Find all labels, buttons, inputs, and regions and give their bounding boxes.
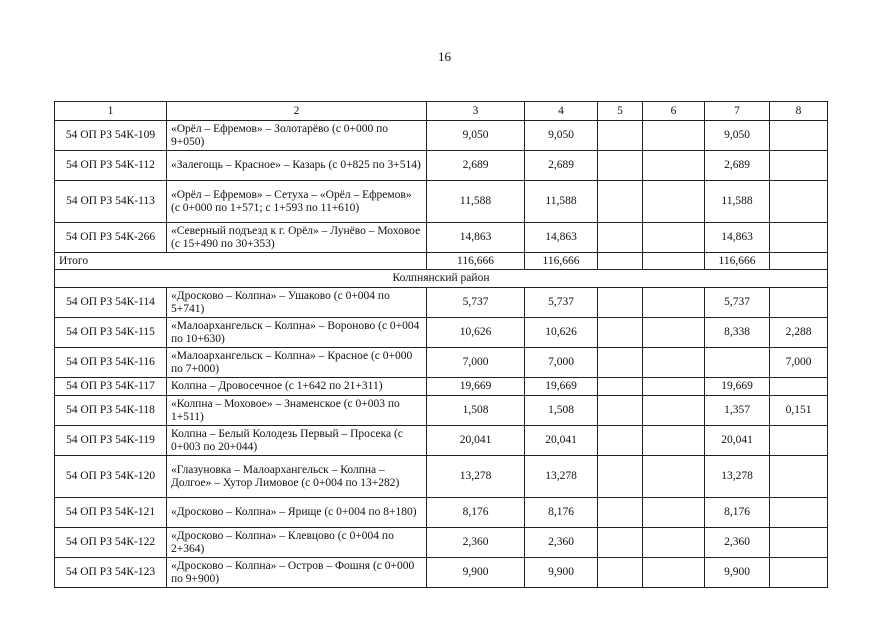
road-code-cell: 54 ОП РЗ 54К-123 — [55, 558, 167, 588]
value-cell-c8 — [770, 223, 828, 253]
roads-table — [54, 101, 828, 588]
road-name-cell: «Малоархангельск – Колпна» – Вороново (с 0+004 по 10+630) — [167, 318, 427, 348]
road-name-cell: «Малоархангельск – Колпна» – Красное (с 0+000 по 7+000) — [167, 348, 427, 378]
road-name-cell: «Дросково – Колпна» – Клевцово (с 0+004 по 2+364) — [167, 528, 427, 558]
value-cell-c8 — [770, 558, 828, 588]
value-cell-c3: 5,737 — [427, 288, 525, 318]
value-cell-c4: 7,000 — [525, 348, 598, 378]
value-cell-c4: 11,588 — [525, 181, 598, 223]
column-header: 8 — [770, 102, 828, 121]
table-row — [55, 151, 828, 181]
road-code-cell: 54 ОП РЗ 54К-120 — [55, 456, 167, 498]
road-name-cell: «Глазуновка – Малоархангельск – Колпна – Долгое» – Хутор Лимовое (с 0+004 по 13+282) — [167, 456, 427, 498]
total-value-c4: 116,666 — [525, 253, 598, 270]
value-cell-c3: 8,176 — [427, 498, 525, 528]
total-row — [55, 253, 828, 270]
value-cell-c6 — [643, 558, 705, 588]
table-row — [55, 121, 828, 151]
value-cell-c4: 1,508 — [525, 396, 598, 426]
road-code-cell: 54 ОП РЗ 54К-113 — [55, 181, 167, 223]
header-row — [55, 102, 828, 121]
value-cell-c7: 14,863 — [705, 223, 770, 253]
section-title: Колпнянский район — [55, 270, 828, 288]
value-cell-c3: 11,588 — [427, 181, 525, 223]
total-value-c7: 116,666 — [705, 253, 770, 270]
value-cell-c6 — [643, 396, 705, 426]
road-code-cell: 54 ОП РЗ 54К-109 — [55, 121, 167, 151]
value-cell-c8: 7,000 — [770, 348, 828, 378]
value-cell-c5 — [598, 558, 643, 588]
value-cell-c8 — [770, 498, 828, 528]
table-body — [55, 102, 828, 588]
value-cell-c4: 19,669 — [525, 378, 598, 396]
table-row — [55, 223, 828, 253]
value-cell-c5 — [598, 288, 643, 318]
value-cell-c6 — [643, 181, 705, 223]
road-name-cell: «Дросково – Колпна» – Остров – Фошня (с 0+000 по 9+900) — [167, 558, 427, 588]
value-cell-c7: 8,338 — [705, 318, 770, 348]
road-code-cell: 54 ОП РЗ 54К-122 — [55, 528, 167, 558]
value-cell-c8 — [770, 426, 828, 456]
road-code-cell: 54 ОП РЗ 54К-112 — [55, 151, 167, 181]
section-header-row — [55, 270, 828, 288]
value-cell-c4: 2,360 — [525, 528, 598, 558]
total-value-c8 — [770, 253, 828, 270]
value-cell-c7: 1,357 — [705, 396, 770, 426]
value-cell-c8: 2,288 — [770, 318, 828, 348]
value-cell-c3: 14,863 — [427, 223, 525, 253]
value-cell-c4: 2,689 — [525, 151, 598, 181]
page-number: 16 — [438, 49, 451, 64]
value-cell-c5 — [598, 498, 643, 528]
value-cell-c7: 9,050 — [705, 121, 770, 151]
value-cell-c6 — [643, 288, 705, 318]
value-cell-c5 — [598, 378, 643, 396]
value-cell-c6 — [643, 378, 705, 396]
column-header: 5 — [598, 102, 643, 121]
table-row — [55, 558, 828, 588]
value-cell-c4: 10,626 — [525, 318, 598, 348]
road-name-cell: «Дросково – Колпна» – Ушаково (с 0+004 по 5+741) — [167, 288, 427, 318]
road-code-cell: 54 ОП РЗ 54К-114 — [55, 288, 167, 318]
value-cell-c4: 13,278 — [525, 456, 598, 498]
table-row — [55, 396, 828, 426]
road-name-cell: «Залегощь – Красное» – Казарь (с 0+825 по 3+514) — [167, 151, 427, 181]
value-cell-c6 — [643, 528, 705, 558]
value-cell-c3: 9,900 — [427, 558, 525, 588]
road-name-cell: «Дросково – Колпна» – Ярище (с 0+004 по 8+180) — [167, 498, 427, 528]
value-cell-c8 — [770, 288, 828, 318]
value-cell-c3: 9,050 — [427, 121, 525, 151]
column-header: 1 — [55, 102, 167, 121]
value-cell-c5 — [598, 396, 643, 426]
value-cell-c6 — [643, 498, 705, 528]
value-cell-c7: 13,278 — [705, 456, 770, 498]
value-cell-c8 — [770, 181, 828, 223]
total-value-c6 — [643, 253, 705, 270]
value-cell-c5 — [598, 318, 643, 348]
road-code-cell: 54 ОП РЗ 54К-116 — [55, 348, 167, 378]
value-cell-c6 — [643, 121, 705, 151]
value-cell-c4: 9,050 — [525, 121, 598, 151]
table-row — [55, 181, 828, 223]
value-cell-c4: 9,900 — [525, 558, 598, 588]
table-row — [55, 528, 828, 558]
total-value-c3: 116,666 — [427, 253, 525, 270]
value-cell-c8 — [770, 151, 828, 181]
column-header: 7 — [705, 102, 770, 121]
table-row — [55, 498, 828, 528]
value-cell-c6 — [643, 426, 705, 456]
value-cell-c8 — [770, 378, 828, 396]
value-cell-c3: 19,669 — [427, 378, 525, 396]
table-row — [55, 348, 828, 378]
value-cell-c3: 13,278 — [427, 456, 525, 498]
value-cell-c5 — [598, 223, 643, 253]
road-name-cell: «Северный подъезд к г. Орёл» – Лунёво – Моховое (с 15+490 по 30+353) — [167, 223, 427, 253]
road-code-cell: 54 ОП РЗ 54К-121 — [55, 498, 167, 528]
value-cell-c6 — [643, 348, 705, 378]
column-header: 4 — [525, 102, 598, 121]
value-cell-c4: 8,176 — [525, 498, 598, 528]
road-code-cell: 54 ОП РЗ 54К-115 — [55, 318, 167, 348]
value-cell-c6 — [643, 318, 705, 348]
total-label: Итого — [55, 253, 427, 270]
value-cell-c7: 9,900 — [705, 558, 770, 588]
value-cell-c5 — [598, 528, 643, 558]
value-cell-c5 — [598, 181, 643, 223]
total-value-c5 — [598, 253, 643, 270]
value-cell-c4: 5,737 — [525, 288, 598, 318]
table-row — [55, 426, 828, 456]
column-header: 6 — [643, 102, 705, 121]
value-cell-c3: 1,508 — [427, 396, 525, 426]
value-cell-c8 — [770, 528, 828, 558]
table-row — [55, 288, 828, 318]
value-cell-c7: 2,360 — [705, 528, 770, 558]
value-cell-c7 — [705, 348, 770, 378]
table-row — [55, 318, 828, 348]
value-cell-c7: 2,689 — [705, 151, 770, 181]
road-code-cell: 54 ОП РЗ 54К-117 — [55, 378, 167, 396]
value-cell-c8: 0,151 — [770, 396, 828, 426]
table-row — [55, 378, 828, 396]
value-cell-c4: 20,041 — [525, 426, 598, 456]
road-code-cell: 54 ОП РЗ 54К-119 — [55, 426, 167, 456]
value-cell-c7: 11,588 — [705, 181, 770, 223]
value-cell-c3: 2,360 — [427, 528, 525, 558]
road-name-cell: «Орёл – Ефремов» – Золотарёво (с 0+000 по 9+050) — [167, 121, 427, 151]
road-code-cell: 54 ОП РЗ 54К-266 — [55, 223, 167, 253]
value-cell-c3: 20,041 — [427, 426, 525, 456]
column-header: 2 — [167, 102, 427, 121]
table-row — [55, 456, 828, 498]
value-cell-c3: 10,626 — [427, 318, 525, 348]
value-cell-c7: 20,041 — [705, 426, 770, 456]
value-cell-c6 — [643, 456, 705, 498]
value-cell-c5 — [598, 121, 643, 151]
value-cell-c6 — [643, 151, 705, 181]
value-cell-c5 — [598, 151, 643, 181]
value-cell-c5 — [598, 426, 643, 456]
road-name-cell: Колпна – Белый Колодезь Первый – Просека (с 0+003 по 20+044) — [167, 426, 427, 456]
value-cell-c7: 19,669 — [705, 378, 770, 396]
column-header: 3 — [427, 102, 525, 121]
value-cell-c5 — [598, 348, 643, 378]
value-cell-c7: 8,176 — [705, 498, 770, 528]
value-cell-c5 — [598, 456, 643, 498]
road-name-cell: Колпна – Дровосечное (с 1+642 по 21+311) — [167, 378, 427, 396]
value-cell-c4: 14,863 — [525, 223, 598, 253]
value-cell-c3: 2,689 — [427, 151, 525, 181]
road-name-cell: «Колпна – Моховое» – Знаменское (с 0+003 по 1+511) — [167, 396, 427, 426]
value-cell-c7: 5,737 — [705, 288, 770, 318]
value-cell-c3: 7,000 — [427, 348, 525, 378]
road-name-cell: «Орёл – Ефремов» – Сетуха – «Орёл – Ефремов» (с 0+000 по 1+571; с 1+593 по 11+610) — [167, 181, 427, 223]
value-cell-c6 — [643, 223, 705, 253]
road-code-cell: 54 ОП РЗ 54К-118 — [55, 396, 167, 426]
value-cell-c8 — [770, 121, 828, 151]
value-cell-c8 — [770, 456, 828, 498]
